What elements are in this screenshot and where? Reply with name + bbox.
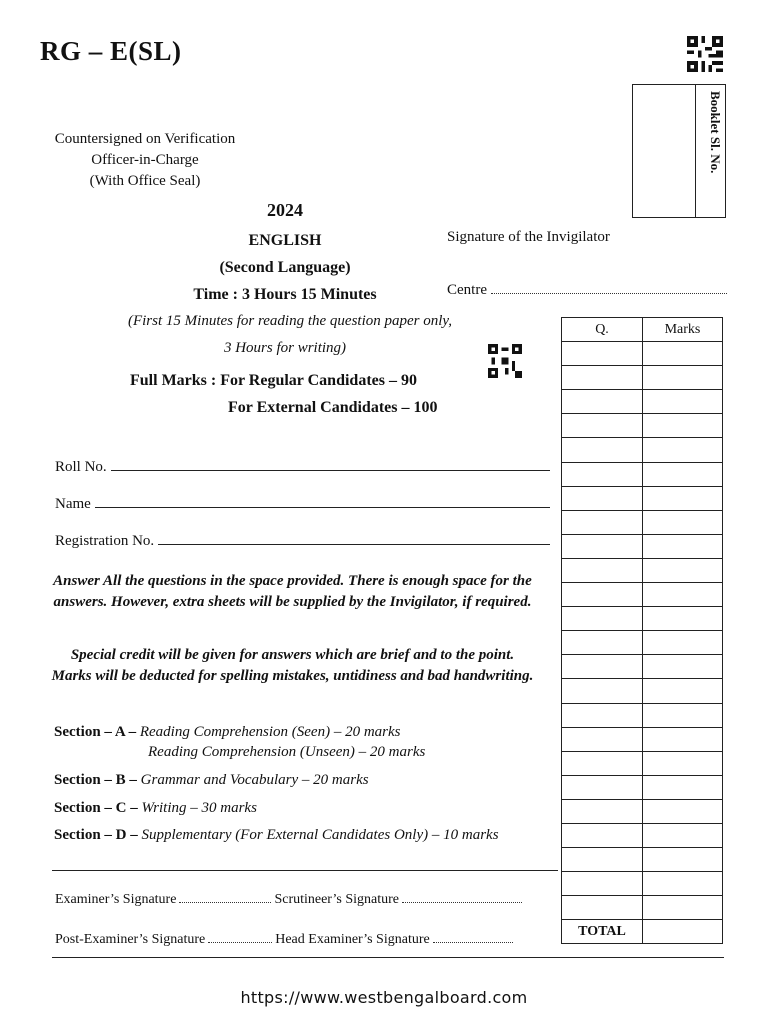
marks-cell[interactable] [643,438,723,462]
centre-label: Centre [447,282,487,298]
q-cell[interactable] [562,823,643,847]
section-a-unseen [148,744,425,761]
booklet-serial-box[interactable] [632,84,726,218]
q-cell[interactable] [562,896,643,920]
section-desc: Supplementary (For External Candidates Only) – 10 marks [141,827,499,843]
total-marks-cell[interactable] [643,920,723,944]
exam-time: Time : 3 Hours 15 Minutes [193,286,377,303]
countersign-line2: Officer-in-Charge [91,152,199,168]
marks-cell[interactable] [643,751,723,775]
table-row [562,534,723,558]
table-row [562,438,723,462]
table-row [562,775,723,799]
q-cell[interactable] [562,607,643,631]
footer-url[interactable]: https://www.westbengalboard.com [240,988,528,1007]
marks-cell[interactable] [643,872,723,896]
instructions-para1: Answer All the questions in the space provided. There is enough space for the answers. However, extra sheets will be supplied by the Invigilator, if required. [53,573,532,610]
q-cell[interactable] [562,462,643,486]
section-desc: Grammar and Vocabulary – 20 marks [140,772,369,788]
section-label: Section – A – [54,724,137,740]
marks-cell[interactable] [643,390,723,414]
marks-table [561,317,723,944]
examiner-signature-label: Examiner’s Signature [55,892,177,907]
exam-language: (Second Language) [219,259,351,276]
q-cell[interactable] [562,848,643,872]
table-row [562,896,723,920]
marks-cell[interactable] [643,366,723,390]
table-row [562,751,723,775]
head-examiner-signature-row[interactable] [55,932,516,948]
table-row [562,583,723,607]
table-row [562,342,723,366]
q-cell[interactable] [562,727,643,751]
booklet-serial-label: Booklet Sl. No. [708,91,723,174]
name-field[interactable] [55,495,550,513]
section-desc: Reading Comprehension (Unseen) – 20 marks [148,744,426,760]
section-label: Section – C – [54,800,138,816]
q-cell[interactable] [562,775,643,799]
marks-cell[interactable] [643,462,723,486]
instructions-para2: Special credit will be given for answers which are brief and to the point. Marks will be deducted for spelling mistakes, untidiness and bad handwriting. [51,647,534,684]
marks-cell[interactable] [643,823,723,847]
marks-cell[interactable] [643,607,723,631]
section-b [54,772,369,789]
marks-column-header: Marks [643,318,723,342]
marks-cell[interactable] [643,510,723,534]
table-row [562,558,723,582]
table-row [562,631,723,655]
roll-number-label: Roll No. [55,459,107,475]
roll-number-field[interactable] [55,458,550,476]
section-a [54,724,401,741]
table-row [562,848,723,872]
q-cell[interactable] [562,751,643,775]
examiner-signature-row[interactable] [55,892,525,908]
countersign-block [40,129,250,192]
section-desc: Writing – 30 marks [141,800,257,816]
full-marks-regular: Full Marks : For Regular Candidates – 90 [130,372,417,389]
registration-number-label: Registration No. [55,533,155,549]
marks-cell[interactable] [643,655,723,679]
marks-cell[interactable] [643,583,723,607]
writing-note: 3 Hours for writing) [223,340,347,356]
marks-table-header [562,318,723,342]
registration-number-field[interactable] [55,532,550,550]
total-label: TOTAL [562,920,643,944]
name-label: Name [55,496,91,512]
q-cell[interactable] [562,510,643,534]
q-cell[interactable] [562,583,643,607]
section-c [54,800,257,817]
q-column-header: Q. [562,318,643,342]
centre-field[interactable] [447,282,727,299]
marks-cell[interactable] [643,558,723,582]
table-row [562,414,723,438]
q-cell[interactable] [562,799,643,823]
barcode-icon [686,36,724,72]
countersign-line3: (With Office Seal) [89,173,201,189]
table-row [562,462,723,486]
table-row [562,510,723,534]
q-cell[interactable] [562,872,643,896]
section-desc: Reading Comprehension (Seen) – 20 marks [139,724,401,740]
marks-cell[interactable] [643,703,723,727]
table-row [562,366,723,390]
q-cell[interactable] [562,703,643,727]
marks-cell[interactable] [643,848,723,872]
q-cell[interactable] [562,438,643,462]
marks-cell[interactable] [643,631,723,655]
q-cell[interactable] [562,342,643,366]
section-label: Section – D – [54,827,138,843]
marks-cell[interactable] [643,799,723,823]
q-cell[interactable] [562,366,643,390]
marks-cell[interactable] [643,896,723,920]
bottom-rule [52,957,724,958]
qr-code-icon [488,344,522,378]
table-row [562,607,723,631]
marks-cell[interactable] [643,775,723,799]
q-cell[interactable] [562,679,643,703]
q-cell[interactable] [562,558,643,582]
marks-cell[interactable] [643,534,723,558]
marks-cell[interactable] [643,342,723,366]
table-row [562,823,723,847]
marks-cell[interactable] [643,486,723,510]
table-row [562,486,723,510]
marks-cell[interactable] [643,679,723,703]
exam-subject: ENGLISH [248,232,322,249]
table-row [562,799,723,823]
section-label: Section – B – [54,772,137,788]
q-cell[interactable] [562,390,643,414]
exam-year: 2024 [267,200,303,220]
table-row [562,679,723,703]
q-cell[interactable] [562,655,643,679]
head-examiner-signature-label: Head Examiner’s Signature [275,932,430,947]
section-d [54,827,499,844]
q-cell[interactable] [562,414,643,438]
invigilator-signature-label: Signature of the Invigilator [447,229,610,245]
q-cell[interactable] [562,534,643,558]
total-row [562,920,723,944]
table-row [562,390,723,414]
countersign-line1: Countersigned on Verification [54,131,236,147]
table-row [562,727,723,751]
marks-cell[interactable] [643,727,723,751]
marks-cell[interactable] [643,414,723,438]
post-examiner-signature-label: Post-Examiner’s Signature [55,932,206,947]
table-row [562,872,723,896]
q-cell[interactable] [562,486,643,510]
divider-line [52,870,558,871]
q-cell[interactable] [562,631,643,655]
reading-note: (First 15 Minutes for reading the question paper only, [127,313,452,329]
table-row [562,703,723,727]
table-row [562,655,723,679]
scrutineer-signature-label: Scrutineer’s Signature [274,892,399,907]
paper-code: RG – E(SL) [40,36,182,66]
full-marks-external: For External Candidates – 100 [228,399,438,416]
